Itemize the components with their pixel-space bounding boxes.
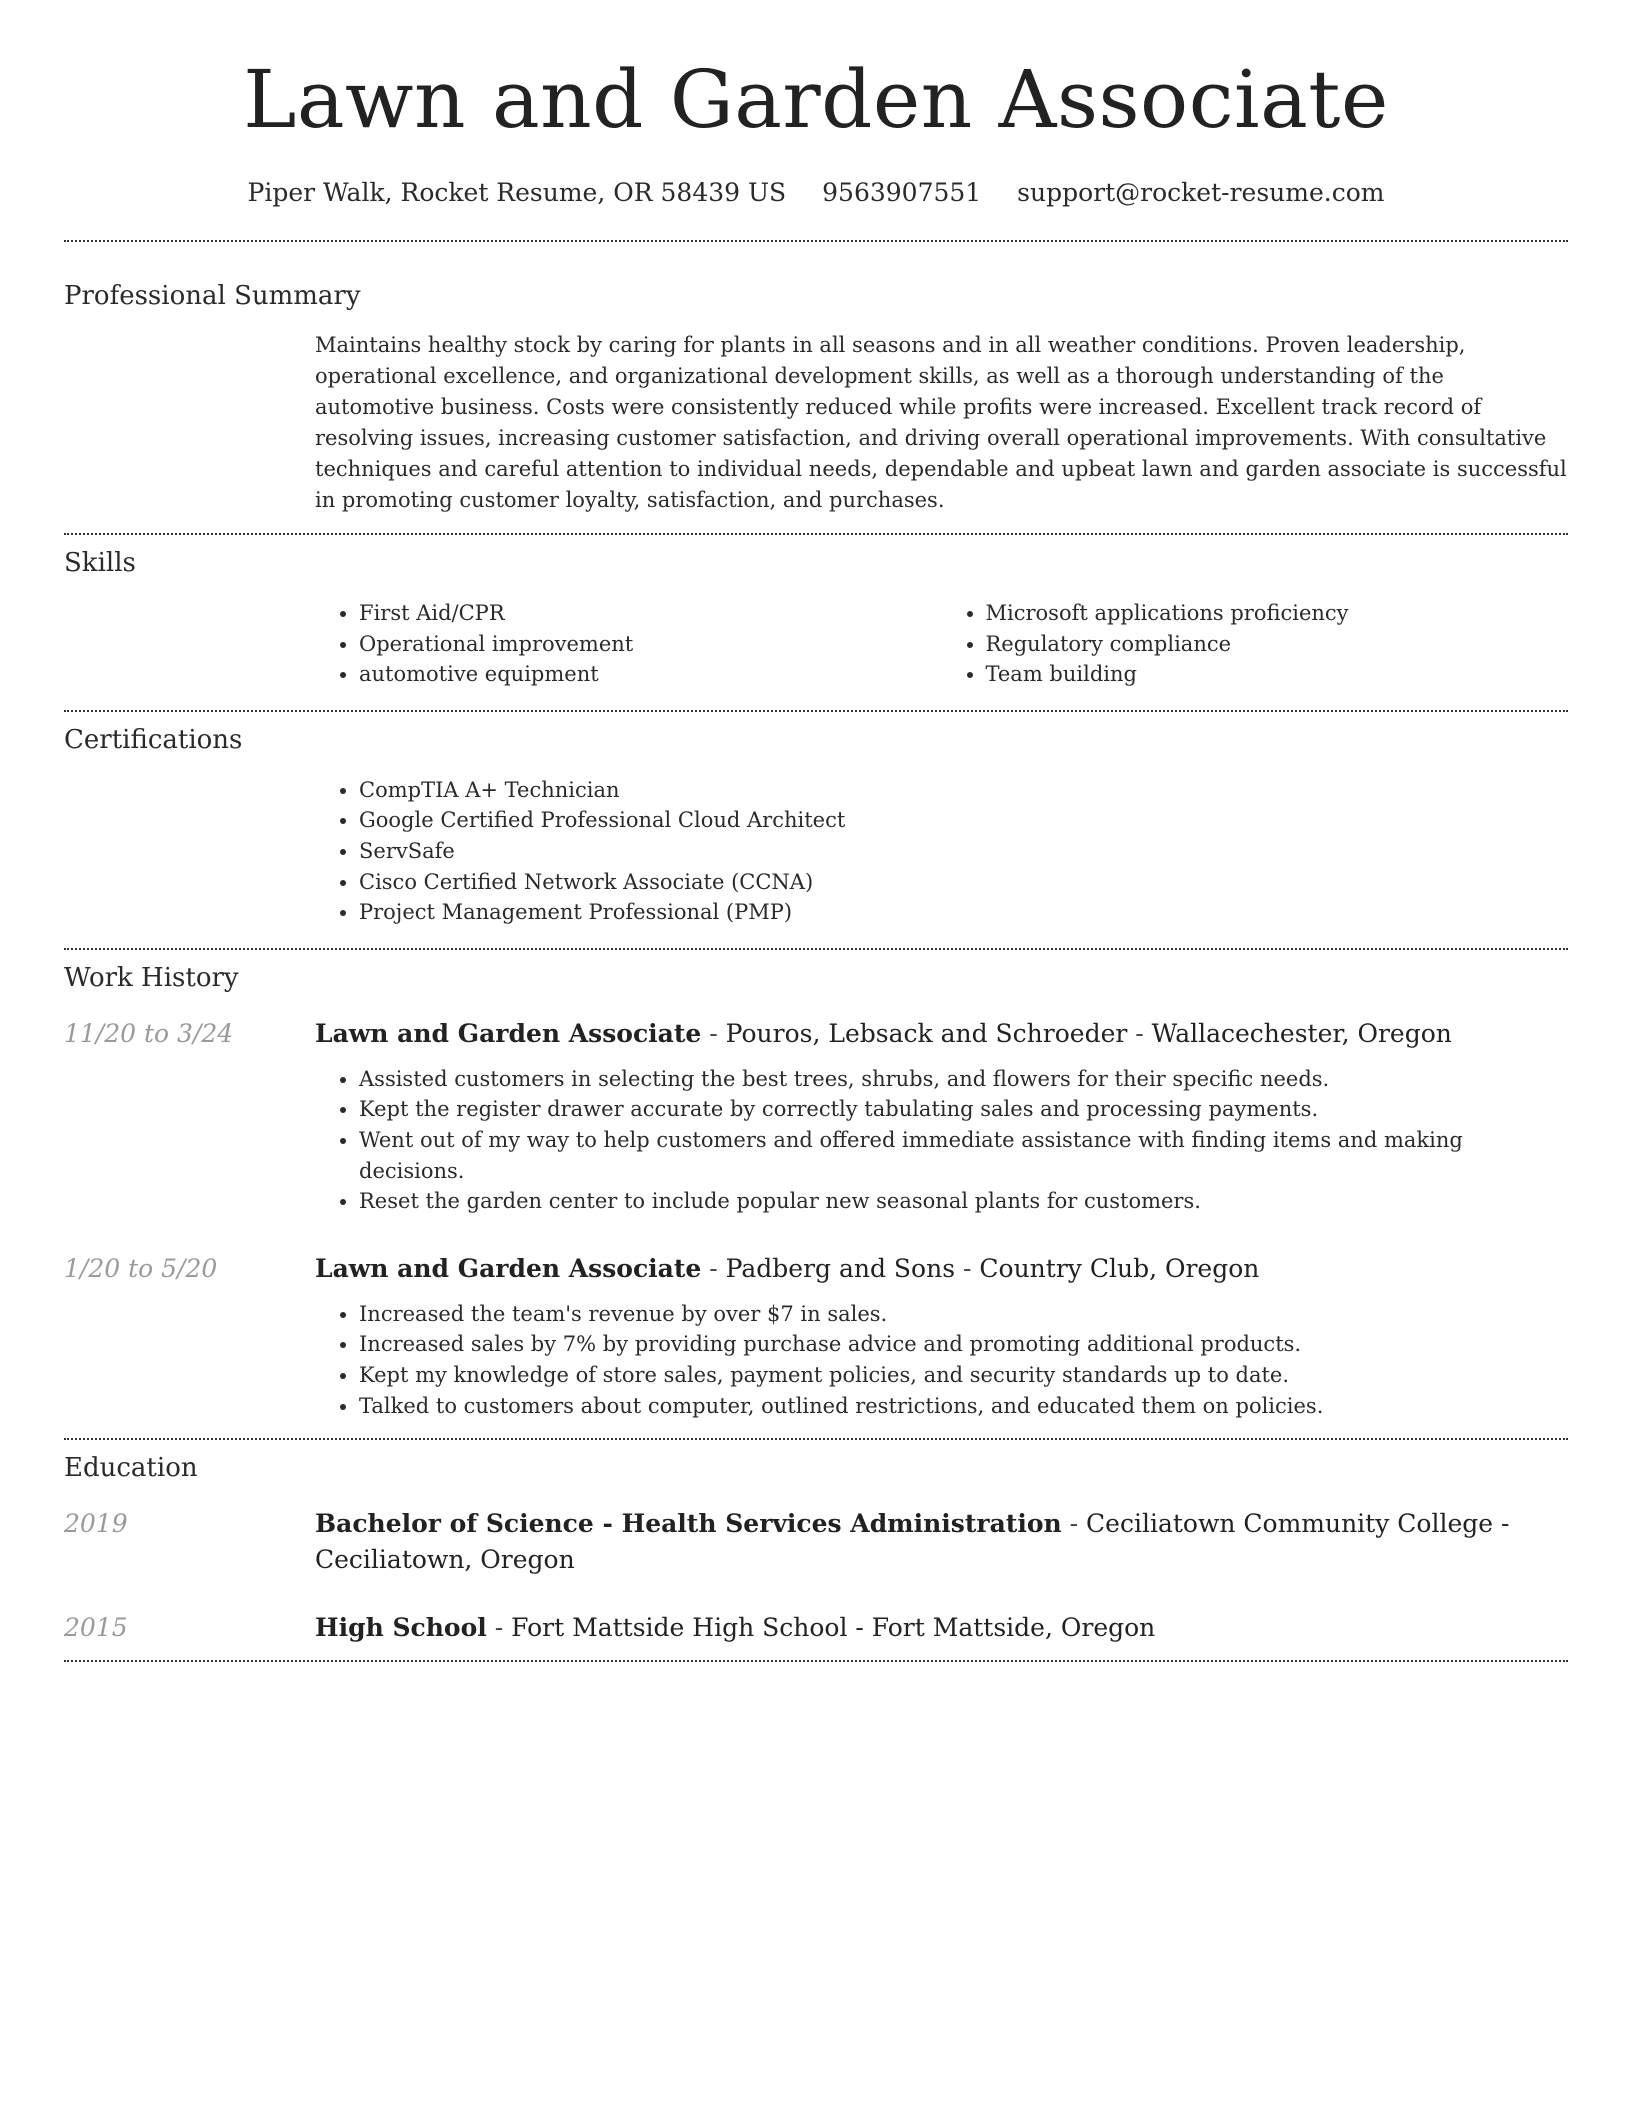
education-heading xyxy=(315,1610,1568,1646)
education-date: 2019 xyxy=(64,1509,128,1539)
separator: - xyxy=(955,1253,980,1283)
skills-title: Skills xyxy=(64,548,136,578)
certifications-list xyxy=(315,775,1568,928)
skill-item: • automotive equipment xyxy=(359,659,942,690)
skill-item: • First Aid/CPR xyxy=(359,598,942,629)
job-bullet: • Talked to customers about computer, outlined restrictions, and educated them on policies. xyxy=(359,1391,1568,1422)
job-role: Lawn and Garden Associate xyxy=(315,1253,702,1283)
education-entry xyxy=(64,1610,1568,1646)
education-school: Fort Mattside High School - Fort Mattside, Oregon xyxy=(511,1613,1156,1643)
job-bullet: • Assisted customers in selecting the best trees, shrubs, and flowers for their specific needs. xyxy=(359,1064,1568,1095)
job-role: Lawn and Garden Associate xyxy=(315,1018,702,1048)
job-entry xyxy=(64,1251,1568,1421)
job-bullet: • Reset the garden center to include popular new seasonal plants for customers. xyxy=(359,1186,1568,1217)
certification-item: • Google Certified Professional Cloud Architect xyxy=(359,805,1568,836)
divider xyxy=(64,1660,1568,1662)
job-location: Country Club, Oregon xyxy=(979,1253,1260,1283)
separator: - xyxy=(701,1018,726,1048)
summary-title: Professional Summary xyxy=(64,281,361,311)
job-bullet: • Kept the register drawer accurate by correctly tabulating sales and processing payments. xyxy=(359,1094,1568,1125)
contact-line xyxy=(64,178,1568,208)
job-heading xyxy=(315,1251,1568,1287)
certification-item: • Cisco Certified Network Associate (CCNA) xyxy=(359,867,1568,898)
job-date: 11/20 to 3/24 xyxy=(64,1018,234,1048)
education-degree: High School xyxy=(315,1613,487,1643)
certifications-title: Certifications xyxy=(64,724,243,755)
separator: - xyxy=(486,1613,512,1643)
education-title: Education xyxy=(64,1453,198,1484)
separator: - xyxy=(1127,1018,1152,1048)
resume-page xyxy=(64,0,1568,1662)
skills-list-right xyxy=(942,598,1569,690)
job-bullet: • Increased the team's revenue by over $7 in sales. xyxy=(359,1299,1568,1330)
job-bullet: • Went out of my way to help customers and offered immediate assistance with finding items and making decisions. xyxy=(359,1125,1568,1186)
certification-item: • ServSafe xyxy=(359,836,1568,867)
job-date: 1/20 to 5/20 xyxy=(64,1253,218,1283)
job-company: Padberg and Sons xyxy=(725,1253,956,1283)
certification-item: • Project Management Professional (PMP) xyxy=(359,897,1568,928)
education-school: Ceciliatown Community College - Ceciliatown, Oregon xyxy=(315,1509,1510,1575)
skills-section xyxy=(64,535,1568,690)
education-section xyxy=(64,1440,1568,1646)
job-main xyxy=(315,1016,1568,1217)
job-bullets xyxy=(315,1064,1568,1217)
separator: - xyxy=(1061,1509,1087,1539)
skills-grid xyxy=(315,598,1568,690)
summary-section xyxy=(64,242,1568,516)
certifications-section xyxy=(64,712,1568,928)
education-degree: Bachelor of Science - Health Services Administration xyxy=(315,1509,1062,1539)
certification-item: • CompTIA A+ Technician xyxy=(359,775,1568,806)
skills-list-left xyxy=(315,598,942,690)
education-date: 2015 xyxy=(64,1613,128,1643)
skill-item: • Regulatory compliance xyxy=(986,629,1569,660)
resume-header xyxy=(64,0,1568,208)
job-bullet: • Increased sales by 7% by providing purchase advice and promoting additional products. xyxy=(359,1329,1568,1360)
contact-email: support@rocket-resume.com xyxy=(1017,178,1385,207)
skill-item: • Microsoft applications proficiency xyxy=(986,598,1569,629)
education-entry xyxy=(64,1506,1568,1578)
work-title: Work History xyxy=(64,962,239,993)
job-entry xyxy=(64,1016,1568,1217)
job-bullets xyxy=(315,1299,1568,1421)
job-location: Wallacechester, Oregon xyxy=(1151,1018,1452,1048)
summary-text: Maintains healthy stock by caring for plants in all seasons and in all weather conditions. Proven leadership, operational excellence, and organizational development skills, as well as a thorough understanding of the automotive business. Costs were consistently reduced while profits were increased. Excellent track record of resolving issues, increasing customer satisfaction, and driving overall operational improvements. With consultative techniques and careful attention to individual needs, dependable and upbeat lawn and garden associate is successful in promoting customer loyalty, satisfaction, and purchases. xyxy=(315,333,1567,512)
education-main xyxy=(315,1610,1568,1646)
job-heading xyxy=(315,1016,1568,1052)
candidate-name: Lawn and Garden Associate xyxy=(243,53,1389,146)
certifications-body xyxy=(315,775,1568,928)
skill-item: • Operational improvement xyxy=(359,629,942,660)
contact-address: Piper Walk, Rocket Resume, OR 58439 US xyxy=(247,178,787,207)
education-main xyxy=(315,1506,1568,1578)
job-bullet: • Kept my knowledge of store sales, payment policies, and security standards up to date. xyxy=(359,1360,1568,1391)
separator: - xyxy=(701,1253,726,1283)
skill-item: • Team building xyxy=(986,659,1569,690)
education-heading xyxy=(315,1506,1568,1578)
work-section xyxy=(64,950,1568,1421)
job-main xyxy=(315,1251,1568,1421)
contact-phone: 9563907551 xyxy=(822,178,982,207)
job-company: Pouros, Lebsack and Schroeder xyxy=(725,1018,1128,1048)
